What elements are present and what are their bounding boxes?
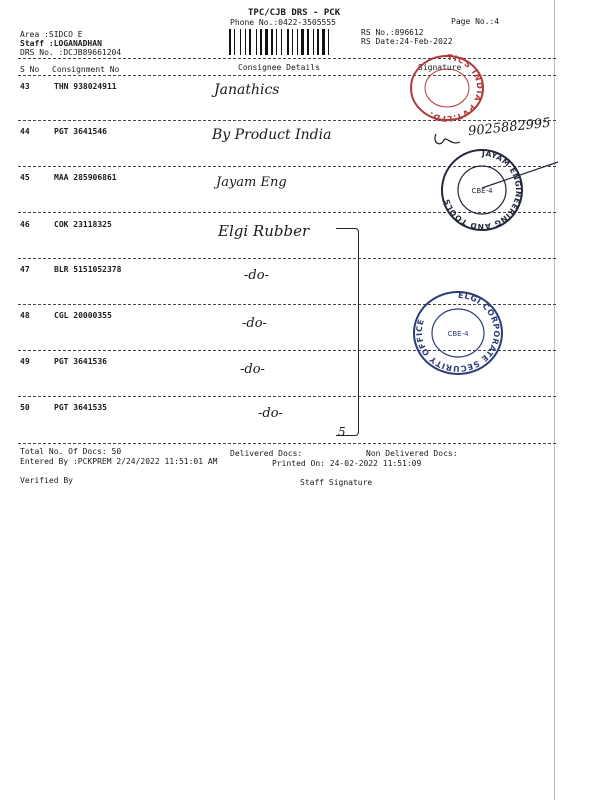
barcode bbox=[229, 29, 357, 55]
row-divider bbox=[18, 396, 556, 397]
row-consignment: THN 938024911 bbox=[54, 82, 117, 91]
row-consignment: MAA 285906861 bbox=[54, 173, 117, 182]
delivered-docs: Delivered Docs: bbox=[230, 449, 303, 458]
stamp2-text: JAYAM ENGINEERING AND TOOLS bbox=[442, 148, 524, 232]
row-consignee-handwritten: -do- bbox=[258, 406, 283, 421]
row-sno: 44 bbox=[20, 127, 30, 136]
row-consignment: PGT 3641535 bbox=[54, 403, 107, 412]
staff-signature-label: Staff Signature bbox=[300, 478, 373, 487]
rs-date: RS Date:24-Feb-2022 bbox=[361, 37, 453, 46]
row-consignee-handwritten: Jayam Eng bbox=[216, 175, 287, 190]
row-consignment: COK 23118325 bbox=[54, 220, 112, 229]
row-consignment: BLR 5151052378 bbox=[54, 265, 122, 274]
handwritten-count: 5 bbox=[338, 425, 346, 439]
row-sno: 47 bbox=[20, 265, 30, 274]
staff-label: Staff :LOGANADHAN bbox=[20, 39, 102, 48]
row-sno: 50 bbox=[20, 403, 30, 412]
handwritten-brace bbox=[336, 228, 359, 436]
col-consignment: Consignment No bbox=[52, 65, 120, 74]
signature-stroke bbox=[480, 160, 560, 190]
row-consignee-handwritten: -do- bbox=[242, 316, 267, 331]
svg-text:TICS INDIA PVT.LTD. bbox=[427, 53, 485, 123]
row-divider bbox=[18, 258, 556, 259]
company-stamp-red bbox=[404, 52, 490, 124]
row-sno: 45 bbox=[20, 173, 30, 182]
row-consignee-handwritten: Elgi Rubber bbox=[218, 222, 310, 240]
handwritten-phone: 9025882995 bbox=[467, 115, 552, 140]
printed-on: Printed On: 24-02-2022 11:51:09 bbox=[272, 459, 422, 468]
row-sno: 48 bbox=[20, 311, 30, 320]
col-consignee: Consignee Details bbox=[238, 63, 320, 72]
row-consignee-handwritten: By Product India bbox=[212, 127, 332, 143]
row-consignee-handwritten: -do- bbox=[240, 362, 265, 377]
row-consignment: PGT 3641536 bbox=[54, 357, 107, 366]
document-title: TPC/CJB DRS - PCK bbox=[248, 8, 341, 18]
stamp3-text: ELGI CORPORATE SECURITY OFFICE bbox=[414, 290, 502, 374]
col-sno: S No bbox=[20, 65, 40, 74]
area-label: Area :SIDCO E bbox=[20, 30, 83, 39]
elgi-security-stamp bbox=[412, 290, 504, 376]
non-delivered-docs: Non Delivered Docs: bbox=[366, 449, 458, 458]
col-signature: Signature bbox=[418, 63, 462, 72]
row-consignee-handwritten: -do- bbox=[244, 268, 269, 283]
rs-number: RS No.:896612 bbox=[361, 28, 424, 37]
row-consignment: PGT 3641546 bbox=[54, 127, 107, 136]
stamp1-text: TICS INDIA PVT.LTD. bbox=[426, 52, 485, 124]
row-consignment: CGL 20000355 bbox=[54, 311, 112, 320]
total-docs: Total No. Of Docs: 50 bbox=[20, 447, 122, 456]
verified-by: Verified By bbox=[20, 476, 73, 485]
row-sno: 46 bbox=[20, 220, 30, 229]
page-number: Page No.:4 bbox=[451, 17, 500, 26]
entered-by: Entered By :PCKPREM 2/24/2022 11:51:01 AM bbox=[20, 457, 218, 466]
row-consignee-handwritten: Janathics bbox=[214, 82, 280, 98]
row-sno: 49 bbox=[20, 357, 30, 366]
row-sno: 43 bbox=[20, 82, 30, 91]
drs-number: DRS No. :DCJB89661204 bbox=[20, 48, 122, 57]
row-divider bbox=[18, 443, 556, 444]
stamp2-center: CBE-4 bbox=[471, 187, 493, 195]
stamp3-center: CBE-4 bbox=[447, 330, 469, 338]
phone-number: Phone No.:0422-3505555 bbox=[230, 18, 336, 27]
